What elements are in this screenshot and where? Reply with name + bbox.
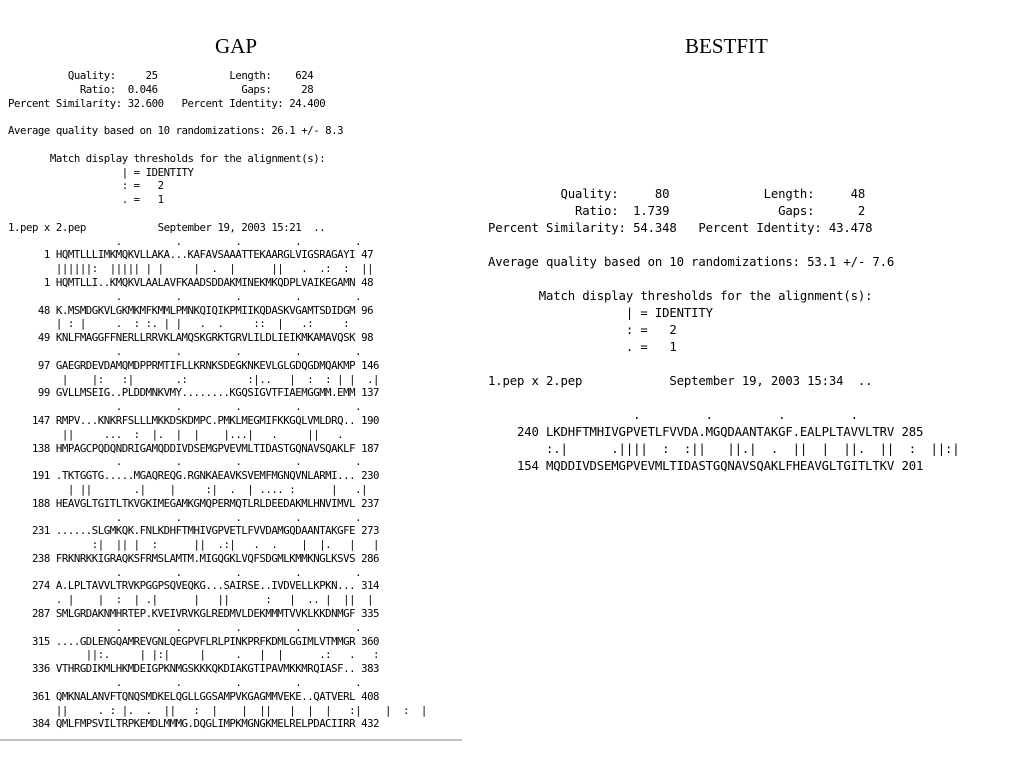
gap-header: Quality: 25 Length: 624 Ratio: 0.046 Gaps: 28 Percent Similarity: 32.600 Percent Identity: 24.400 Average quality based on 10 randomizations: 26.1 +/- 8.3 Match display thresholds for the alignment(s): | = IDENTITY : = 2 . = 1 1.pep x 2.pep September 19, 2003 15:21 .. — [8, 69, 344, 234]
bestfit-title: BESTFIT — [685, 34, 768, 58]
gap-title: GAP — [215, 34, 258, 58]
gap-alignment: . . . . . 1 HQMTLLLIMKMQKVLLAKA...KAFAVSAAATTEKAARGLVIGSRAGAYI 47 ||||||: ||||| | | | . | || . .: : || 1 HQMTLLI..KMQKVLAALAVFKAADSDDAKMINEKMKQDPLVAIKEGAMN 48 . . . . . 48 K.MSMDGKVLGKMKMFKMMLPMNKQIQIKPMIIKQDASKVGAMTSDIDGM 96 | : | . : :. | | . . :: | .: : 49 KNLFMAGGFFNERLLRRVKLAMQSKGRKTGRVLILDLIEIKMKAMAVQSK 98 . . . . . 97 GAEGRDEVDAMQMDPPRMTIFLLKRNKSDEGKNKEVLGLGDQGDMQAKMP 146 | |: :| .: :|.. | : : | | .| 99 GVLLMSEIG..PLDDMNKVMY........KGQSIGVTFIAEMGGMM.EMM 137 . . . . . 147 RMPV...KNKRFSLLLMKKDSKDMPC.PMKLMEGMIFKKGQLVMLDRQ.. 190 || ... : |. | | |...| . || . 138 HMPAGCPQDQNDRIGAMQDDIVDSEMGPVEVMLTIDASTGQNAVSQAKLF 187 . . . . . 191 .TKTGGTG.....MGAQREQG.RGNKAEAVKSVEMFMGNQVNLARMI... 230 | || .| | :| . | .... : | .| 188 HEAVGLTGITLTKVGKIMEGAMKGMQPERMQTLRLDEEDAKMLHNVIMVL 237 . . . . . 231 ......SLGMKQK.FNLKDHFTMHIVGPVETLFVVDAMGQDAANTAKGFE 273 :| || | : || .:| . . | |. | | 238 FRKNRKKIGRAQKSFRMSLAMTM.MIGQGKLVQFSDGMLKMMKNGLKSVS 286 . . . . . 274 A.LPLTAVVLTRVKPGGPSQVEQKG...SAIRSE..IVDVELLKPKN... 314 . | | : | .| | || : | .. | || | 287 SMLGRDAKNMHRTEP.KVEIVRVKGLREDMVLDEKMMMTVVKLKKDNMGF 335 . . . . . 315 ....GDLENGQAMREVGNLQEGPVFLRLPINKPRFKDMLGGIMLVTMMGR 360 ||:. | |:| | . | | .: . : 336 VTHRGDIKMLHKMDEIGPKNMGSKKKQKDIAKGTIPAVMKKMRQIASF.. 383 . . . . . 361 QMKNALANVFTQNQSMDKELQGLLGGSAMPVKGAGMMVEKE..QATVERL 408 || . : |. . || : | | || | | | :| | : | 384 QMLFMPSVILTRPKEMDLMMMG.DQGLIMPKMGNGKMELRELPDACIIRR 432 — [31, 234, 427, 731]
gap-output — [8, 69, 427, 731]
bottom-divider — [0, 739, 462, 741]
bestfit-output: Quality: 80 Length: 48 Ratio: 1.739 Gaps: 2 Percent Similarity: 54.348 Percent Identity: 43.478 Average quality based on 10 randomizations: 53.1 +/- 7.6 Match display thresholds for the alignment(s): | = IDENTITY : = 2 . = 1 1.pep x 2.pep September 19, 2003 15:34 .. . . . . 240 LKDHFTMHIVGPVETLFVVDA.MGQDAANTAKGF.EALPLTAVVLTRV 285 :.| .|||| : :|| ||.| . || | ||. || : ||:| 154 MQDDIVDSEMGPVEVMLTIDASTGQNAVSQAKLFHEAVGLTGITLTKV 201 — [488, 187, 960, 473]
